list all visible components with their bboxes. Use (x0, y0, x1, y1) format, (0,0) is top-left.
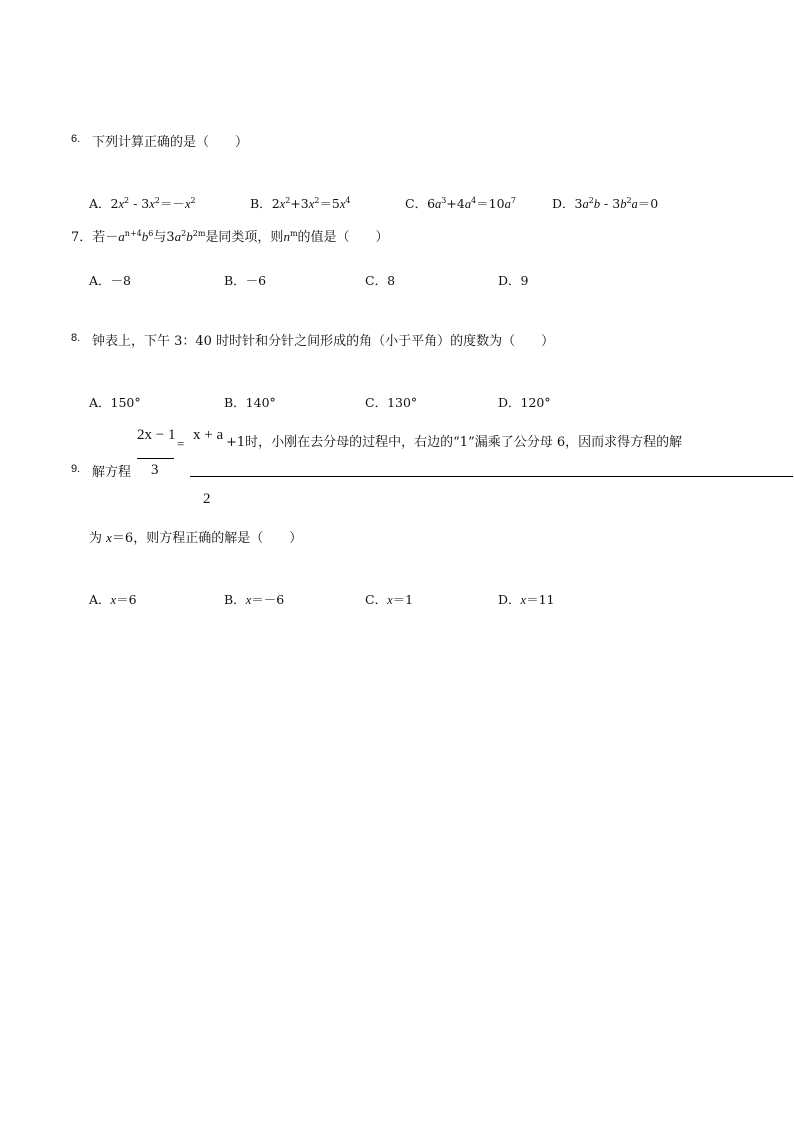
q6d-p4: - 3 (600, 196, 621, 211)
question-8-number: 8. (71, 332, 81, 344)
q6a-p7: x (184, 197, 191, 211)
q7-s14: m (289, 229, 298, 238)
q9-fraction1-denominator: 3 (151, 462, 159, 478)
q9-line2 (89, 527, 302, 546)
q6b-p5: 2 (314, 196, 320, 205)
q6b-p0: 2 (271, 196, 280, 211)
q9d-var: x (520, 593, 527, 607)
q9d-val: ＝11 (526, 592, 555, 607)
question-7-number: 7． (71, 230, 93, 245)
q7-option-d: D．9 (498, 273, 529, 288)
q8-option-a: A．150° (89, 395, 141, 410)
q9-option-c (365, 590, 413, 608)
q6c-p0: 6 (427, 196, 436, 211)
q6c-p3: +4 (446, 196, 465, 211)
q6b-p1: x (279, 197, 286, 211)
q9-fraction1-numerator: 2x − 1 (137, 427, 176, 443)
q7-option-c: C．8 (365, 273, 396, 288)
q9-stem-rest: +1时，小刚在去分母的过程中，右边的“1”漏乘了公分母 6，因而求得方程的解 (226, 435, 683, 450)
q7-s12: 是同类项，则 (205, 230, 284, 245)
q6b-p3: +3 (290, 196, 309, 211)
q6c-p7: a (504, 197, 511, 211)
q7-s6: 与 (153, 230, 167, 245)
question-9-number: 9. (71, 463, 81, 475)
q6d-p7: a (631, 197, 638, 211)
q6-option-b-label: B． (250, 196, 272, 211)
q6b-p8: 4 (345, 196, 351, 205)
question-6-number: 6. (71, 133, 81, 145)
question-7 (71, 226, 389, 245)
q7-s8: a (174, 229, 182, 244)
q6c-p5: 4 (471, 196, 477, 205)
q6c-p4: a (464, 197, 472, 211)
q7-s10: b (186, 229, 193, 244)
q9-line2-p1: 为 (89, 531, 107, 546)
q6a-p8: 2 (190, 196, 196, 205)
q6d-p3: b (593, 197, 601, 211)
q9-option-a (89, 590, 137, 608)
q6-option-b (250, 194, 351, 212)
q9d-label: D． (498, 592, 521, 607)
q7-option-a: A．－8 (89, 273, 131, 288)
q6d-p1: a (582, 197, 589, 211)
q7-s2: a (118, 229, 125, 244)
q7-s7: 3 (166, 230, 175, 245)
q9a-label: A． (89, 592, 111, 607)
q9b-var: x (245, 593, 252, 607)
q9b-label: B． (224, 592, 246, 607)
q7-s9: 2 (181, 229, 187, 238)
q6d-p2: 2 (588, 196, 594, 205)
q7-option-b: B．－6 (224, 273, 267, 288)
question-8-stem: 钟表上，下午 3：40 时时针和分针之间形成的角（小于平角）的度数为（ ） (92, 334, 555, 349)
q6-option-a (89, 194, 196, 212)
q7-s15: 的值是（ ） (297, 230, 389, 245)
q7-s11: 2m (192, 229, 206, 238)
q9c-label: C． (365, 592, 388, 607)
q6c-p2: 3 (441, 196, 447, 205)
q7-s3: n+4 (124, 229, 142, 238)
q7-s1: 若－ (92, 230, 119, 245)
q6-option-a-label: A． (89, 196, 111, 211)
q9c-var: x (387, 593, 393, 607)
q9-fraction2-denominator: 2 (203, 491, 211, 507)
q6c-p1: a (435, 197, 442, 211)
q9b-val: ＝－6 (251, 592, 285, 607)
q6a-p1: x (118, 197, 125, 211)
question-6-stem: 下列计算正确的是（ ） (92, 135, 249, 150)
q9-option-b (224, 590, 284, 608)
q6a-p2: 2 (124, 196, 130, 205)
q7-s4: b (141, 229, 149, 244)
q6b-p4: x (308, 197, 315, 211)
q9-fraction2-numerator: x + a (193, 427, 224, 443)
q6b-p2: 2 (285, 196, 291, 205)
q9-fraction1-bar (137, 458, 174, 459)
q9-line2-p2: ＝6，则方程正确的解是（ ） (111, 531, 303, 546)
q9c-val: ＝1 (392, 592, 414, 607)
q8-option-d: D．120° (498, 395, 551, 410)
q6a-p3: - 3 (129, 196, 150, 211)
q9-line2-x: x (106, 530, 112, 545)
q6d-p0: 3 (574, 196, 583, 211)
q6d-p5: b (620, 197, 627, 211)
q9-prefix: 解方程 (92, 465, 132, 480)
q6a-p4: x (149, 197, 155, 211)
q6a-p6: ＝－ (159, 196, 185, 211)
q8-option-b: B．140° (224, 395, 276, 410)
q6a-p5: 2 (154, 196, 160, 205)
q9a-val: ＝6 (116, 592, 137, 607)
q6d-p6: 2 (626, 196, 632, 205)
q6-option-c-label: C． (405, 196, 428, 211)
q6d-p8: ＝0 (637, 196, 659, 211)
q6c-p8: 7 (510, 196, 516, 205)
q6c-p6: ＝10 (476, 196, 505, 211)
q9-fraction2-bar (190, 476, 793, 477)
q6-option-c (405, 194, 516, 212)
q8-option-c: C．130° (365, 395, 418, 410)
q9-equals: = (177, 436, 185, 451)
q6a-p0: 2 (110, 196, 119, 211)
q7-s13: n (283, 229, 290, 244)
q9a-var: x (110, 593, 117, 607)
q6b-p6: ＝5 (319, 196, 340, 211)
q6-option-d (552, 194, 658, 212)
q9-option-d (498, 590, 555, 608)
q7-s5: 6 (148, 229, 154, 238)
q6-option-d-label: D． (552, 196, 575, 211)
q6b-p7: x (339, 197, 346, 211)
